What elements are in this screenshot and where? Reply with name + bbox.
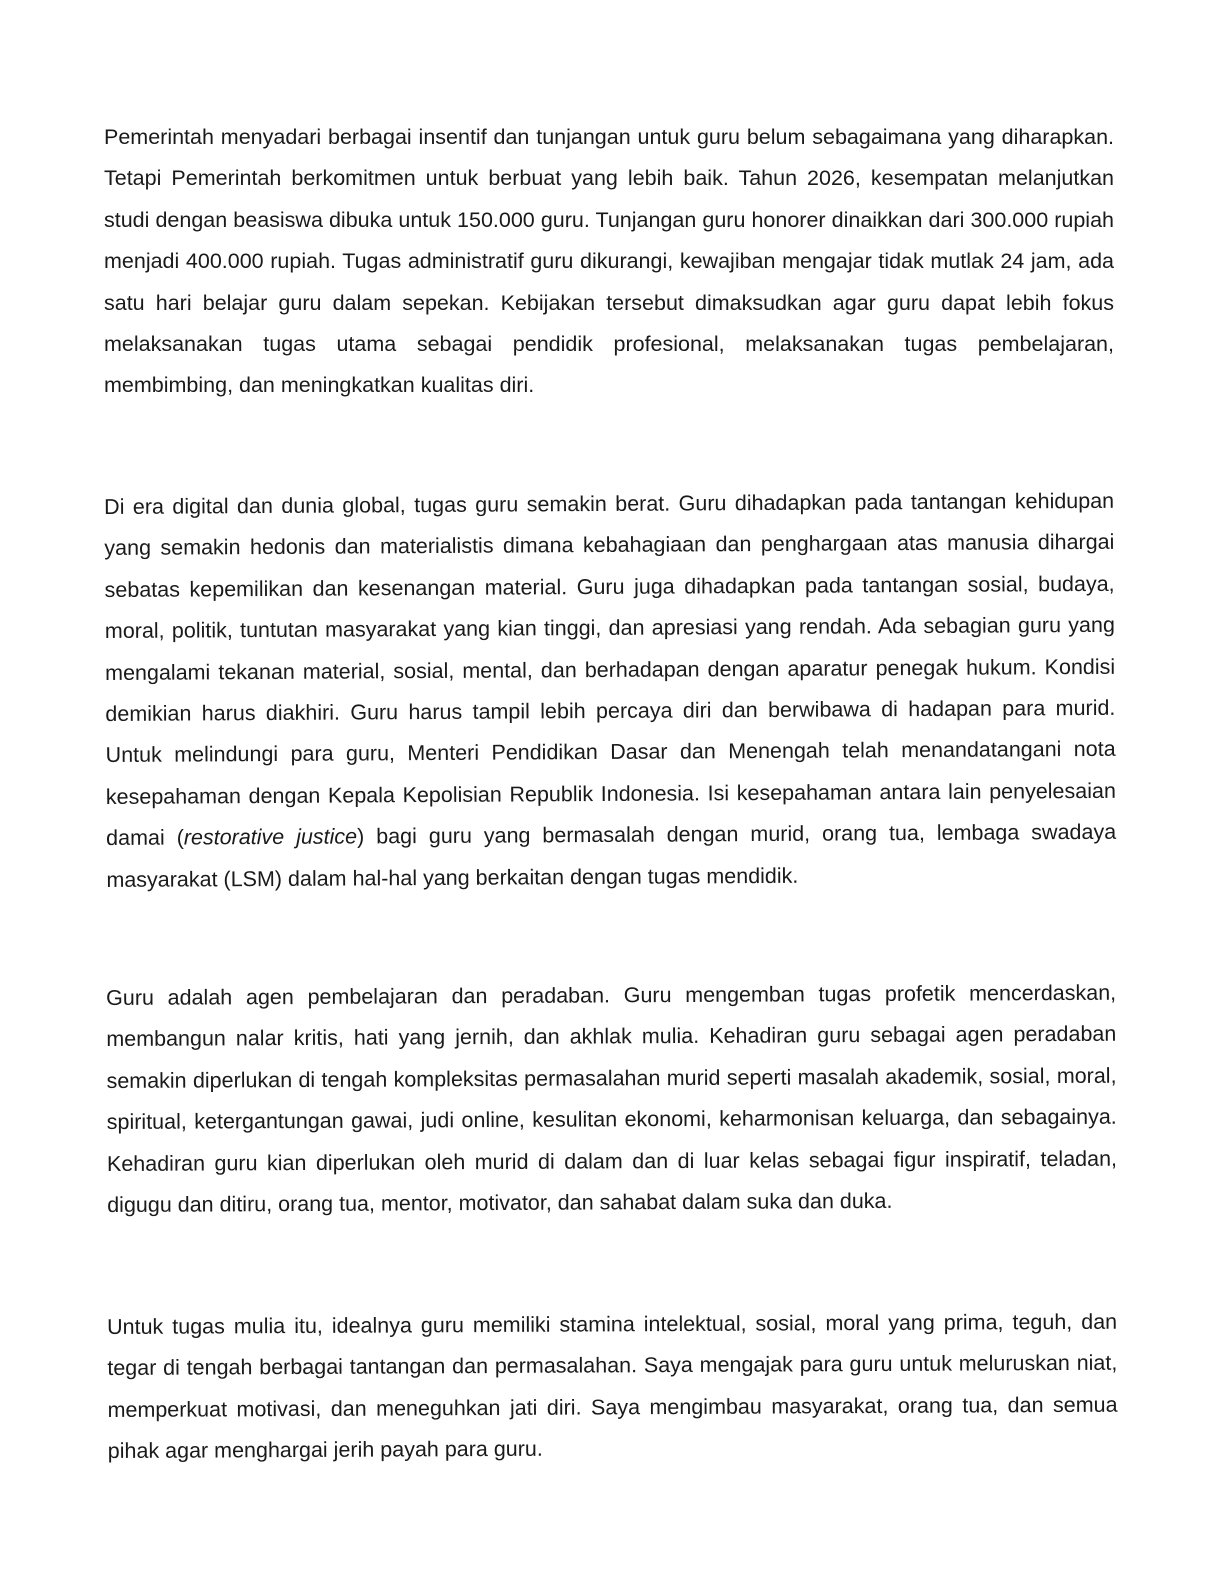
paragraph-text-before-italic: Di era digital dan dunia global, tugas guru semakin berat. Guru dihadapkan pada tantangan kehidupan yang semakin hedonis dan materialistis dimana kebahagiaan dan penghargaan atas manusia dihargai sebatas kepemilikan dan kesenangan material. Guru juga dihadapkan pada tantangan sosial, budaya, moral, politik, tuntutan masyarakat yang kian tinggi, dan apresiasi yang rendah. Ada sebagian guru yang mengalami tekanan material, sosial, mental, dan berhadapan dengan aparatur penegak hukum. Kondisi demikian harus diakhiri. Guru harus tampil lebih percaya diri dan berwibawa di hadapan para murid. Untuk melindungi para guru, Menteri Pendidikan Dasar dan Menengah telah menandatangani nota kesepahaman dengan Kepala Kepolisian Republik Indonesia. Isi kesepahaman antara lain penyelesaian damai ( <box>104 488 1116 851</box>
paragraph-government-incentives: Pemerintah menyadari berbagai insentif dan tunjangan untuk guru belum sebagaimana yang diharapkan. Tetapi Pemerintah berkomitmen untuk berbuat yang lebih baik. Tahun 2026, kesempatan melanjutkan studi dengan beasiswa dibuka untuk 150.000 guru. Tunjangan guru honorer dinaikkan dari 300.000 rupiah menjadi 400.000 rupiah. Tugas administratif guru dikurangi, kewajiban mengajar tidak mutlak 24 jam, ada satu hari belajar guru dalam sepekan. Kebijakan tersebut dimaksudkan agar guru dapat lebih fokus melaksanakan tugas utama sebagai pendidik profesional, melaksanakan tugas pembelajaran, membimbing, dan meningkatkan kualitas diri. <box>104 125 1114 398</box>
paragraph-text-after-italic: ) bagi guru yang bermasalah dengan murid, orang tua, lembaga swadaya masyarakat (LSM) dalam hal-hal yang berkaitan dengan tugas mendidik. <box>106 820 1117 892</box>
paragraph-teacher-as-agent: Guru adalah agen pembelajaran dan peradaban. Guru mengemban tugas profetik mencerdaskan, membangun nalar kritis, hati yang jernih, dan akhlak mulia. Kehadiran guru sebagai agen peradaban semakin diperlukan di tengah kompleksitas permasalahan murid seperti masalah akademik, sosial, moral, spiritual, ketergantungan gawai, judi online, kesulitan ekonomi, keharmonisan keluarga, dan sebagainya. Kehadiran guru kian diperlukan oleh murid di dalam dan di luar kelas sebagai figur inspiratif, teladan, digugu dan ditiru, orang tua, mentor, motivator, dan sahabat dalam suka dan duka. <box>106 980 1118 1218</box>
paragraph-closing-appeal: Untuk tugas mulia itu, idealnya guru memiliki stamina intelektual, sosial, moral yang prima, teguh, dan tegar di tengah berbagai tantangan dan permasalahan. Saya mengajak para guru untuk meluruskan niat, memperkuat motivasi, dan meneguhkan jati diri. Saya mengimbau masyarakat, orang tua, dan semua pihak agar menghargai jerih payah para guru. <box>107 1309 1118 1464</box>
paragraph-digital-era-challenges <box>104 481 1117 901</box>
italic-term-restorative-justice: restorative justice <box>183 824 358 850</box>
